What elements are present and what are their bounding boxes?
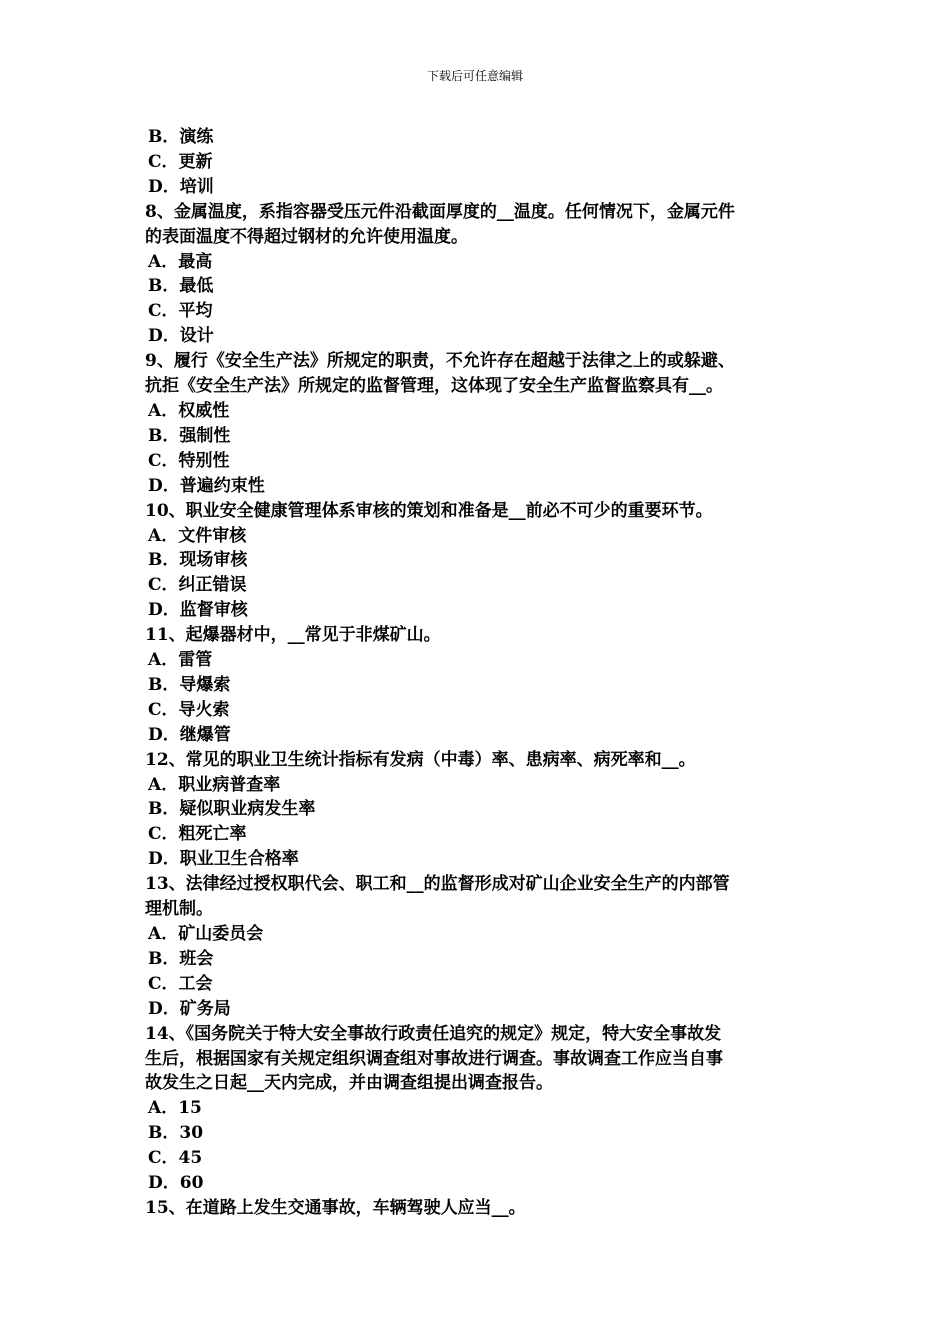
answer-option: B．疑似职业病发生率 xyxy=(148,799,316,820)
question-text: 8、金属温度，系指容器受压元件沿截面厚度的__温度。任何情况下，金属元件 xyxy=(145,201,735,222)
answer-option: C．特别性 xyxy=(148,450,230,471)
answer-option: C．纠正错误 xyxy=(148,575,247,596)
answer-option: A．15 xyxy=(148,1098,202,1119)
answer-option: D．60 xyxy=(148,1173,204,1194)
answer-option: C．粗死亡率 xyxy=(148,824,247,845)
answer-option: A．职业病普查率 xyxy=(148,774,281,795)
question-text: 11、起爆器材中，__常见于非煤矿山。 xyxy=(145,625,441,646)
question-text: 理机制。 xyxy=(145,899,213,920)
answer-option: C．45 xyxy=(148,1148,203,1169)
answer-option: D．普遍约束性 xyxy=(148,475,265,496)
answer-option: D．继爆管 xyxy=(148,724,231,745)
answer-option: B．班会 xyxy=(148,948,214,969)
page-header: 下载后可任意编辑 xyxy=(426,69,523,83)
answer-option: B．最低 xyxy=(148,276,214,297)
answer-option: A．权威性 xyxy=(148,400,230,421)
answer-option: C．平均 xyxy=(148,301,213,322)
answer-option: C．工会 xyxy=(148,973,213,994)
answer-option: A．矿山委员会 xyxy=(148,924,264,944)
answer-option: C．导火索 xyxy=(148,699,230,720)
answer-option: C．更新 xyxy=(148,151,213,172)
answer-option: D．职业卫生合格率 xyxy=(148,849,299,870)
question-text: 12、常见的职业卫生统计指标有发病（中毒）率、患病率、病死率和__。 xyxy=(145,749,696,770)
question-text: 的表面温度不得超过钢材的允许使用温度。 xyxy=(145,226,468,247)
answer-option: B．30 xyxy=(148,1123,204,1144)
answer-option: B．演练 xyxy=(148,127,214,147)
question-text: 故发生之日起__天内完成，并由调查组提出调查报告。 xyxy=(145,1073,553,1094)
answer-option: A．雷管 xyxy=(148,650,213,671)
question-text: 10、职业安全健康管理体系审核的策划和准备是__前必不可少的重要环节。 xyxy=(145,500,713,521)
answer-option: D．矿务局 xyxy=(148,998,231,1019)
answer-option: D．培训 xyxy=(148,176,214,197)
answer-option: B．强制性 xyxy=(148,425,231,446)
question-text: 生后，根据国家有关规定组织调查组对事故进行调查。事故调查工作应当自事 xyxy=(145,1048,723,1069)
answer-option: B．现场审核 xyxy=(148,550,248,571)
answer-option: A．文件审核 xyxy=(148,525,247,546)
question-text: 15、在道路上发生交通事故，车辆驾驶人应当__。 xyxy=(145,1197,526,1218)
question-text: 抗拒《安全生产法》所规定的监督管理，这体现了安全生产监督监察具有__。 xyxy=(145,376,723,397)
answer-option: D．监督审核 xyxy=(148,600,248,621)
answer-option: B．导爆索 xyxy=(148,674,231,695)
answer-option: D．设计 xyxy=(148,326,214,347)
answer-option: A．最高 xyxy=(148,251,213,272)
document-body xyxy=(145,125,813,1221)
question-text: 13、法律经过授权职代会、职工和__的监督形成对矿山企业安全生产的内部管 xyxy=(145,874,730,895)
question-text: 9、履行《安全生产法》所规定的职责，不允许存在超越于法律之上的或躲避、 xyxy=(145,351,735,372)
question-text: 14、《国务院关于特大安全事故行政责任追究的规定》规定，特大安全事故发 xyxy=(145,1023,722,1044)
